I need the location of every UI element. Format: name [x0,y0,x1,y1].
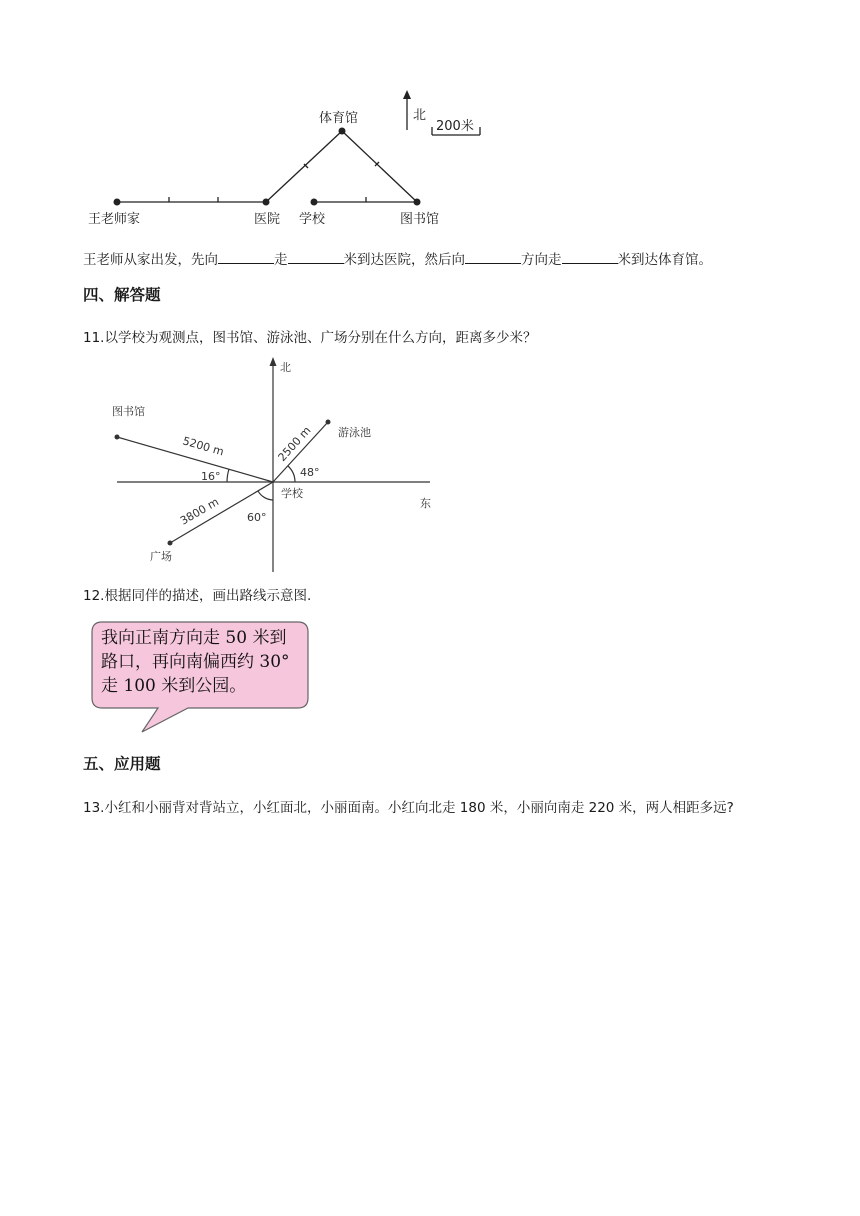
section5-title: 五、应用题 [83,755,161,773]
label-pool: 游泳池 [338,426,371,439]
q13-text: 13.小红和小丽背对背站立，小红面北，小丽面南。小红向北走 180 米，小丽向南走 220 米，两人相距多远? [83,800,734,816]
bubble-line-1: 我向正南方向走 50 米到 [101,628,287,648]
bubble-line-3: 走 100 米到公园。 [101,676,247,696]
label-scale: 200米 [436,119,474,134]
q10-part1: 王老师从家出发，先向 [83,252,218,268]
blank-4[interactable] [562,251,618,264]
axis-north: 北 [280,361,291,374]
q10-sentence [83,248,712,268]
q10-part5: 米到达体育馆。 [617,252,712,268]
q11-text: 11.以学校为观测点，图书馆、游泳池、广场分别在什么方向，距离多少米？ [83,330,537,346]
label-center-school: 学校 [281,487,303,500]
label-library: 图书馆 [400,212,440,227]
label-hospital: 医院 [254,212,281,227]
direction-diagram [100,355,445,575]
label-square: 广场 [150,550,172,563]
north-arrow-icon [403,90,411,99]
blank-2[interactable] [288,251,344,264]
axis-east: 东 [420,497,431,510]
blank-3[interactable] [465,251,521,264]
dist-library: 5200 m [181,434,226,459]
dist-pool: 2500 m [275,423,314,465]
section4-title: 四、解答题 [83,286,161,304]
bubble-text [101,626,290,698]
blank-1[interactable] [218,251,274,264]
north-axis-arrow-icon [270,357,277,366]
label-library: 图书馆 [112,405,145,418]
angle-pool: 48° [300,466,320,479]
label-north: 北 [413,108,427,123]
angle-square: 60° [247,511,267,524]
bubble-line-2: 路口，再向南偏西约 30° [101,652,290,672]
q12-text: 12.根据同伴的描述，画出路线示意图. [83,588,312,604]
label-school: 学校 [299,212,326,227]
angle-library: 16° [201,470,221,483]
dist-square: 3800 m [178,495,222,528]
q10-part2: 走 [274,252,288,268]
q10-part4: 方向走 [521,252,562,268]
route-map [80,85,500,235]
label-stadium: 体育馆 [319,111,359,126]
q10-part3: 米到达医院，然后向 [343,252,465,268]
label-home: 王老师家 [88,212,141,227]
